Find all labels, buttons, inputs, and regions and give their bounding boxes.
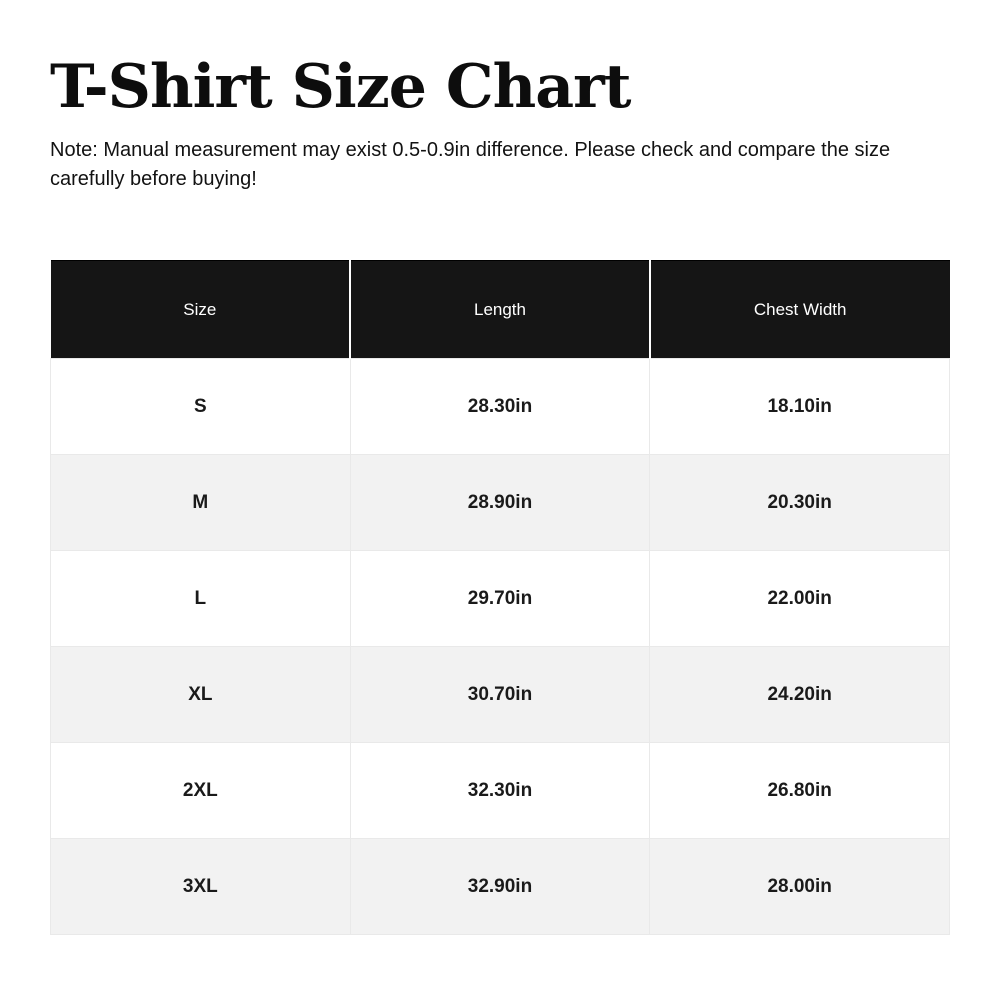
- size-cell: M: [51, 455, 351, 551]
- length-cell: 32.90in: [350, 839, 650, 935]
- measurement-note: Note: Manual measurement may exist 0.5-0.9in difference. Please check and compare the size carefully before buying!: [50, 139, 891, 191]
- size-cell: 2XL: [51, 743, 351, 839]
- length-cell: 32.30in: [350, 743, 650, 839]
- length-cell: 30.70in: [350, 647, 650, 743]
- header-row: [51, 261, 950, 359]
- size-cell: 3XL: [51, 839, 351, 935]
- page-title: T-Shirt Size Chart: [50, 52, 631, 122]
- table-body: [51, 359, 950, 935]
- chest-width-cell: 20.30in: [650, 455, 950, 551]
- chest-width-cell: 26.80in: [650, 743, 950, 839]
- size-chart-table: [50, 260, 950, 935]
- header-cell-chest-width: Chest Width: [650, 261, 950, 359]
- table-row: [51, 551, 950, 647]
- table-row: [51, 839, 950, 935]
- table-row: [51, 743, 950, 839]
- table-row: [51, 647, 950, 743]
- chest-width-cell: 22.00in: [650, 551, 950, 647]
- size-cell: XL: [51, 647, 351, 743]
- table-row: [51, 359, 950, 455]
- length-cell: 29.70in: [350, 551, 650, 647]
- chest-width-cell: 28.00in: [650, 839, 950, 935]
- length-cell: 28.90in: [350, 455, 650, 551]
- header-cell-length: Length: [350, 261, 650, 359]
- header-cell-size: Size: [51, 261, 351, 359]
- table-row: [51, 455, 950, 551]
- table-header: [51, 261, 950, 359]
- size-cell: L: [51, 551, 351, 647]
- chest-width-cell: 24.20in: [650, 647, 950, 743]
- chest-width-cell: 18.10in: [650, 359, 950, 455]
- length-cell: 28.30in: [350, 359, 650, 455]
- size-cell: S: [51, 359, 351, 455]
